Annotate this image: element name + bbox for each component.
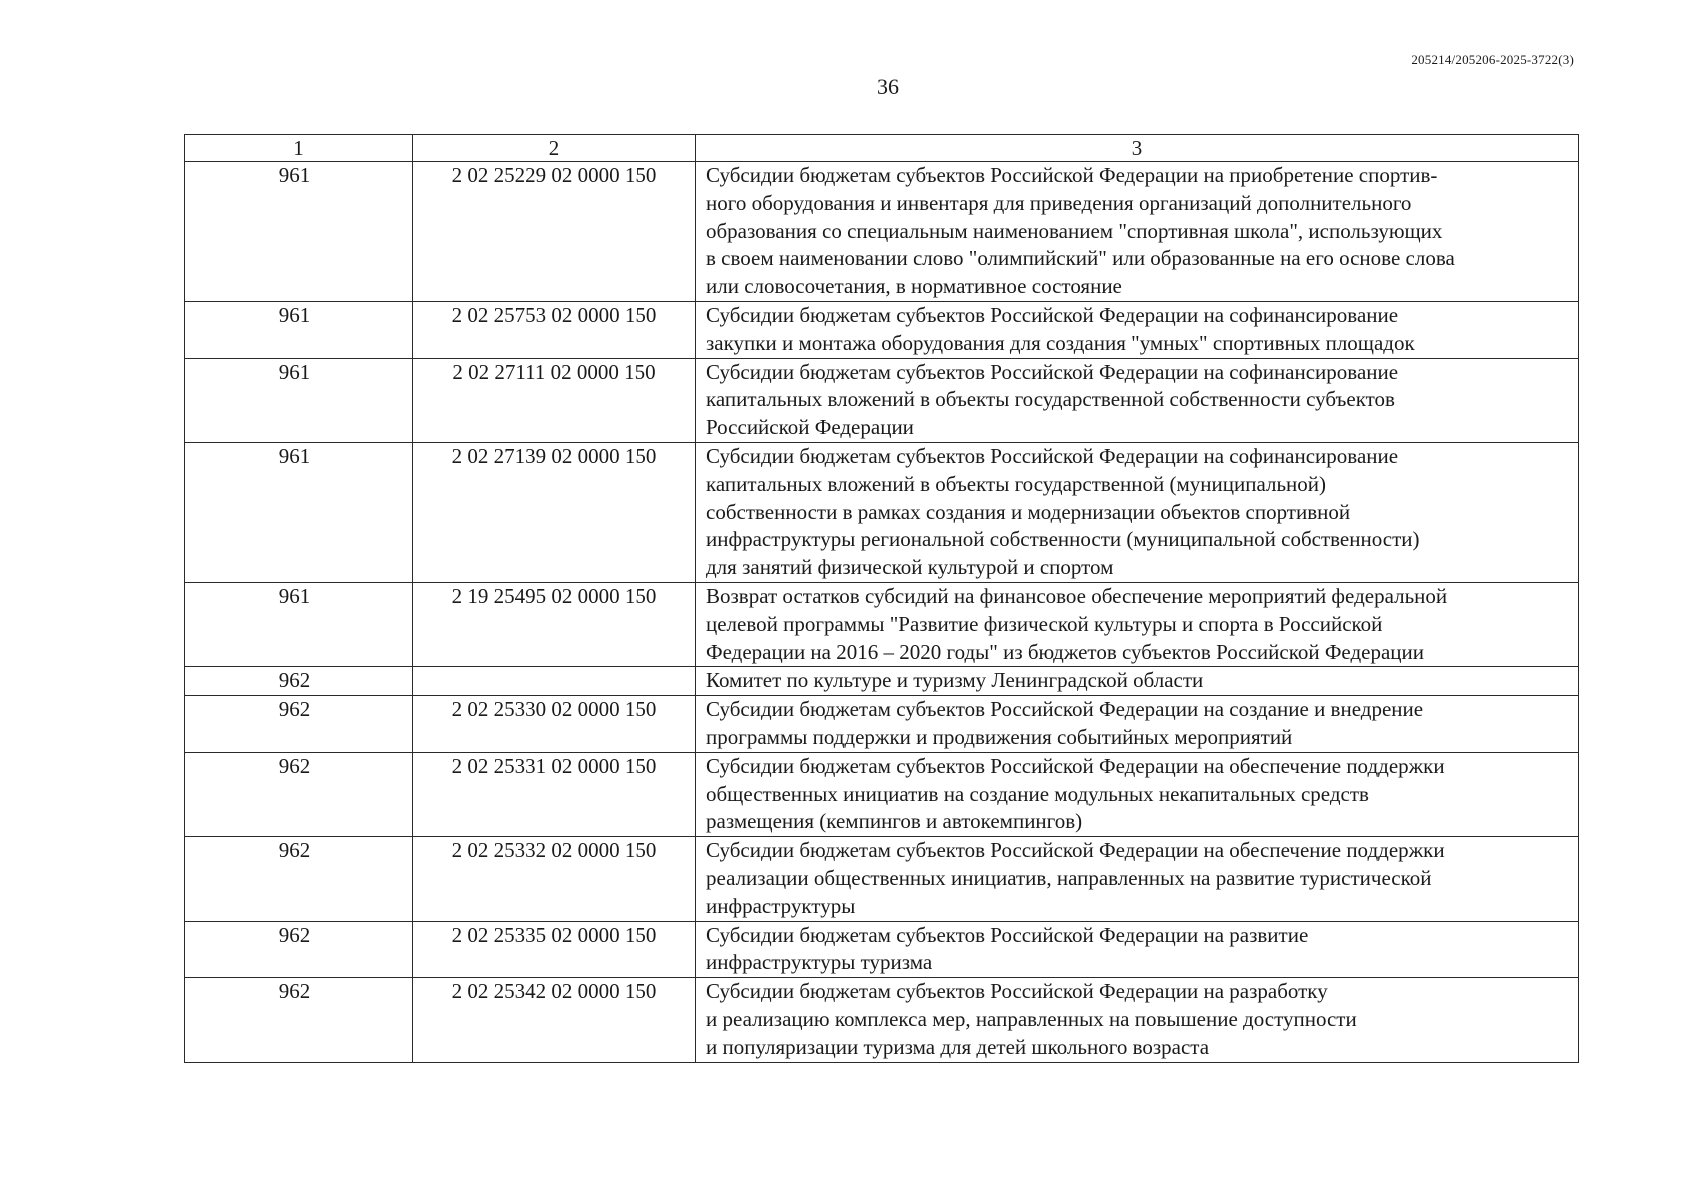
revenue-description-cell: Субсидии бюджетам субъектов Российской Федерации на обеспечение поддержки общественных инициатив на создание модульных некапитальных средств размещения (кемпингов и автокемпингов): [696, 752, 1579, 836]
administrator-code-cell: 961: [185, 442, 413, 582]
revenue-description-cell: Субсидии бюджетам субъектов Российской Федерации на обеспечение поддержки реализации общественных инициатив, направленных на развитие туристической инфраструктуры: [696, 837, 1579, 921]
column-header-2: 2: [413, 135, 696, 162]
header-row: [185, 135, 1579, 162]
table-row: [185, 667, 1579, 696]
table-row: [185, 978, 1579, 1062]
table-row: [185, 752, 1579, 836]
budget-codes-table: [184, 134, 1579, 1063]
document-id: 205214/205206-2025-3722(3): [1411, 52, 1574, 67]
budget-classification-code-cell: 2 02 27139 02 0000 150: [413, 442, 696, 582]
budget-classification-code-cell: 2 02 25332 02 0000 150: [413, 837, 696, 921]
administrator-code-cell: 961: [185, 358, 413, 442]
budget-classification-code-cell: 2 19 25495 02 0000 150: [413, 582, 696, 666]
revenue-description-cell: Субсидии бюджетам субъектов Российской Федерации на софинансирование капитальных вложений в объекты государственной собственности субъектов Российской Федерации: [696, 358, 1579, 442]
table-row: [185, 358, 1579, 442]
column-header-1: 1: [185, 135, 413, 162]
administrator-code-cell: 961: [185, 162, 413, 302]
revenue-description-cell: Субсидии бюджетам субъектов Российской Федерации на софинансирование капитальных вложений в объекты государственной (муниципальной) собственности в рамках создания и модернизации объектов спортивной инфраструктуры региональной собственности (муниципальной собственности) для занятий физической культурой и спортом: [696, 442, 1579, 582]
revenue-description-cell: Субсидии бюджетам субъектов Российской Федерации на создание и внедрение программы поддержки и продвижения событийных мероприятий: [696, 696, 1579, 753]
table-row: [185, 837, 1579, 921]
column-header-3: 3: [696, 135, 1579, 162]
page-number: 36: [877, 74, 899, 99]
budget-codes-table-container: [184, 134, 1579, 1063]
table-body: [185, 162, 1579, 1063]
administrator-code-cell: 962: [185, 696, 413, 753]
table-row: [185, 921, 1579, 978]
revenue-description-cell: Возврат остатков субсидий на финансовое обеспечение мероприятий федеральной целевой программы "Развитие физической культуры и спорта в Российской Федерации на 2016 – 2020 годы" из бюджетов субъектов Российской Федерации: [696, 582, 1579, 666]
table-row: [185, 301, 1579, 358]
revenue-description-cell: Субсидии бюджетам субъектов Российской Федерации на приобретение спортив- ного оборудования и инвентаря для приведения организаций дополнительного образования со специальным наименованием "спортивная школа", использующих в своем наименовании слово "олимпийский" или образованные на его основе слова или словосочетания, в нормативное состояние: [696, 162, 1579, 302]
administrator-code-cell: 962: [185, 978, 413, 1062]
administrator-code-cell: 962: [185, 752, 413, 836]
table-row: [185, 442, 1579, 582]
budget-classification-code-cell: 2 02 25331 02 0000 150: [413, 752, 696, 836]
administrator-code-cell: 962: [185, 667, 413, 696]
table-row: [185, 696, 1579, 753]
administrator-code-cell: 961: [185, 582, 413, 666]
revenue-description-cell: Субсидии бюджетам субъектов Российской Федерации на развитие инфраструктуры туризма: [696, 921, 1579, 978]
budget-classification-code-cell: 2 02 27111 02 0000 150: [413, 358, 696, 442]
revenue-description-cell: Субсидии бюджетам субъектов Российской Федерации на софинансирование закупки и монтажа оборудования для создания "умных" спортивных площадок: [696, 301, 1579, 358]
budget-classification-code-cell: 2 02 25342 02 0000 150: [413, 978, 696, 1062]
table-row: [185, 162, 1579, 302]
budget-classification-code-cell: 2 02 25330 02 0000 150: [413, 696, 696, 753]
table-header: [185, 135, 1579, 162]
budget-classification-code-cell: 2 02 25229 02 0000 150: [413, 162, 696, 302]
administrator-code-cell: 962: [185, 921, 413, 978]
revenue-description-cell: Комитет по культуре и туризму Ленинградской области: [696, 667, 1579, 696]
table-row: [185, 582, 1579, 666]
budget-classification-code-cell: 2 02 25753 02 0000 150: [413, 301, 696, 358]
budget-classification-code-cell: [413, 667, 696, 696]
revenue-description-cell: Субсидии бюджетам субъектов Российской Федерации на разработку и реализацию комплекса мер, направленных на повышение доступности и популяризации туризма для детей школьного возраста: [696, 978, 1579, 1062]
administrator-code-cell: 962: [185, 837, 413, 921]
administrator-code-cell: 961: [185, 301, 413, 358]
budget-classification-code-cell: 2 02 25335 02 0000 150: [413, 921, 696, 978]
